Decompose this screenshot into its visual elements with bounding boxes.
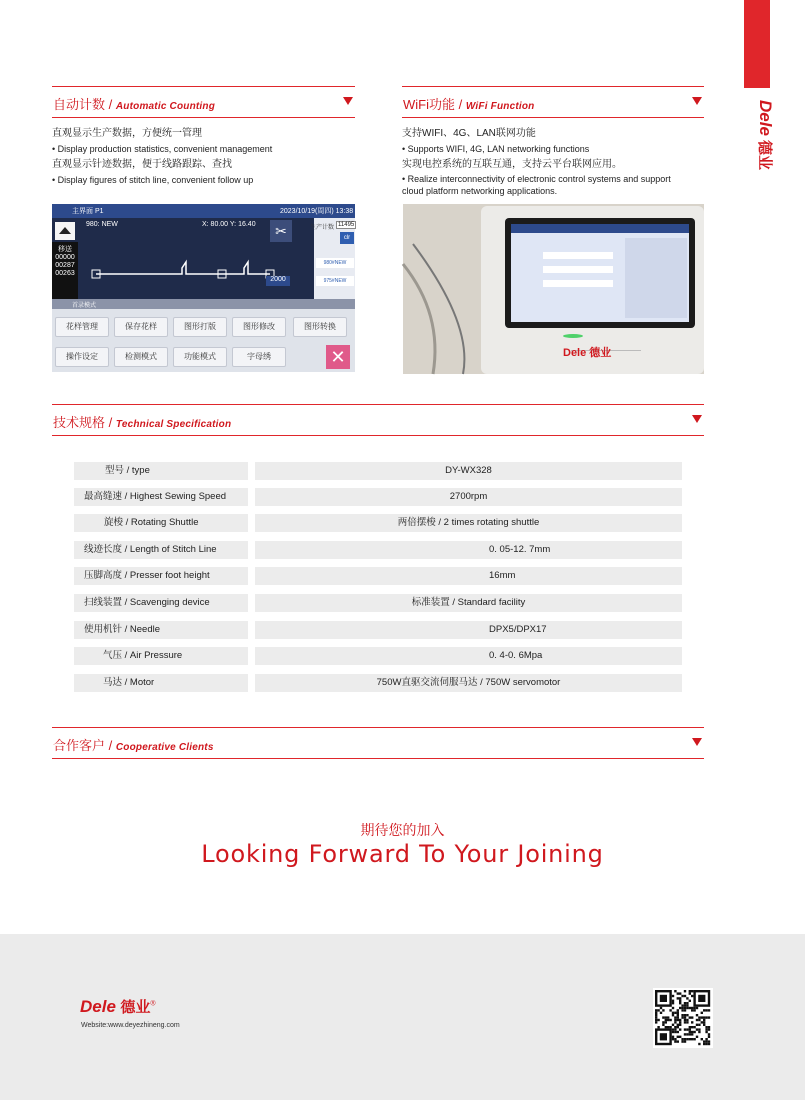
spec-label: 旋梭 / Rotating Shuttle: [74, 514, 248, 532]
spec-value: 两倍摆梭 / 2 times rotating shuttle: [255, 514, 682, 532]
section-header-clients: 合作客户 / Cooperative Clients: [52, 727, 704, 759]
scissors-icon: ✂: [270, 220, 292, 242]
spec-value: DPX5/DPX17: [255, 621, 682, 639]
section-header-tech-spec: 技术规格 / Technical Specification: [52, 404, 704, 436]
spec-value: 16mm: [255, 567, 682, 585]
section-title-cn: 自动计数: [53, 97, 106, 112]
spec-value: 标准装置 / Standard facility: [255, 594, 682, 612]
section-title-cn: WiFi功能: [403, 97, 455, 112]
triangle-down-icon: [692, 415, 702, 423]
section-title-en: Technical Specification: [115, 419, 232, 430]
menu-button: 图形打版: [173, 317, 227, 337]
triangle-down-icon: [692, 97, 702, 105]
menu-button: 图形修改: [232, 317, 286, 337]
triangle-down-icon: [692, 738, 702, 746]
spec-value: 0. 05-12. 7mm: [255, 541, 682, 559]
menu-button: 字母绣: [232, 347, 286, 367]
menu-button: 保存花样: [114, 317, 168, 337]
spec-label: 马达 / Motor: [74, 674, 248, 692]
brand-strip: [744, 0, 770, 88]
menu-button: 花样管理: [55, 317, 109, 337]
join-tagline-cn: 期待您的加入: [360, 822, 445, 838]
section-title-cn: 合作客户: [53, 738, 106, 753]
menu-button: 检测模式: [114, 347, 168, 367]
footer-brand-logo: Dele 德业®: [80, 997, 156, 1016]
stitch-canvas: 980: NEW X: 80.00 Y: 16.40: [52, 218, 314, 302]
section-title-cn: 技术规格: [53, 415, 106, 430]
screen-right-panel: ✂ 生产计数 11495 clr 2000 980#NEW 975#NEW: [314, 218, 355, 302]
triangle-down-icon: [343, 97, 353, 105]
spec-value: 0. 4-0. 6Mpa: [255, 647, 682, 665]
svg-text:Dele: Dele: [756, 100, 775, 136]
wifi-device-photo: [403, 204, 704, 374]
spec-value: 750W直驱交流伺服马达 / 750W servomotor: [255, 674, 682, 692]
section-title-en: Cooperative Clients: [115, 742, 214, 753]
spec-label: 扫线装置 / Scavenging device: [74, 594, 248, 612]
spec-value: DY-WX328: [255, 462, 682, 480]
screen-menu: 首录模式 花样管理 保存花样 图形打版 图形修改 图形转换 操作设定 检测模式 功能模式 字母绣 ✕: [52, 299, 355, 372]
control-panel-screenshot: [52, 204, 355, 372]
section-header-wifi: WiFi功能 / WiFi Function: [402, 86, 704, 118]
spec-label: 线迹长度 / Length of Stitch Line: [74, 541, 248, 559]
spec-label: 型号 / type: [74, 462, 248, 480]
menu-button: 图形转换: [293, 317, 347, 337]
screen-title-bar: 主界面 P1 2023/10/19(周四) 13:38: [52, 204, 355, 218]
side-brand-logo: [740, 96, 775, 186]
screen-left-panel: 移送 00000 00287 00263: [52, 242, 78, 302]
auto-counting-text: 直观显示生产数据，方便统一管理 • Display production statistics, convenient management 直观显示针迹数据，便于线路跟踪、查找 • Display figures of stitch line, convenient follow up: [52, 128, 273, 185]
menu-button: 操作设定: [55, 347, 109, 367]
section-title-en: Automatic Counting: [115, 101, 216, 112]
spec-value: 2700rpm: [255, 488, 682, 506]
menu-button: 功能模式: [173, 347, 227, 367]
spec-label: 使用机针 / Needle: [74, 621, 248, 639]
spec-label: 最高缝速 / Highest Sewing Speed: [74, 488, 248, 506]
section-title-en: WiFi Function: [465, 101, 535, 112]
footer-website: Website:www.deyezhineng.com: [81, 1022, 180, 1029]
photo-brand-logo: Dele 德业: [563, 347, 612, 359]
spec-label: 气压 / Air Pressure: [74, 647, 248, 665]
svg-text:德业: 德业: [756, 140, 774, 171]
qr-code: [653, 988, 713, 1048]
wifi-text: 支持WIFI、4G、LAN联网功能 • Supports WIFI, 4G, LAN networking functions 实现电控系统的互联互通，支持云平台联网应用。 • Realize interconnectivity of electronic control systems and support cloud platform networking applications.: [402, 128, 671, 196]
spec-label: 压脚高度 / Presser foot height: [74, 567, 248, 585]
join-tagline-en: Looking Forward To Your Joining: [201, 840, 604, 868]
section-header-auto-counting: 自动计数 / Automatic Counting: [52, 86, 355, 118]
close-icon: ✕: [326, 345, 350, 369]
arrow-up-icon: [55, 222, 75, 240]
